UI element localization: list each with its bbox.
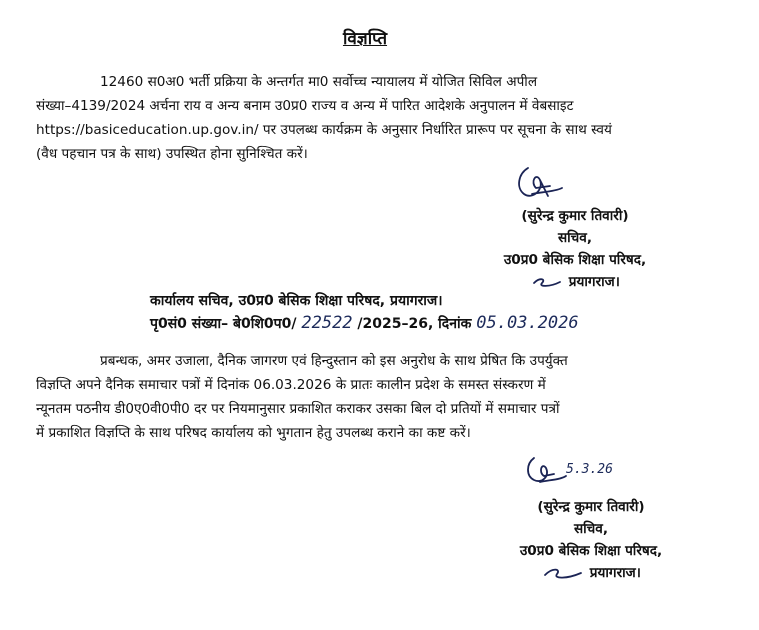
handwritten-date: 5.3.26	[566, 462, 613, 477]
office-heading: कार्यालय सचिव, उ0प्र0 बेसिक शिक्षा परिषद, प्रयागराज।	[150, 293, 443, 309]
forwarding-paragraph	[36, 349, 708, 445]
signature-block-1	[470, 205, 680, 293]
paragraph-line: (वैध पहचान पत्र के साथ) उपस्थित होना सुनिश्चित करें।	[36, 146, 308, 162]
reference-prefix: पृ0सं0 संख्या– बे0शि0प0/	[150, 316, 297, 332]
initial-scribble	[530, 275, 564, 289]
paragraph-line: में प्रकाशित विज्ञप्ति के साथ परिषद कार्यालय को भुगतान हेतु उपलब्ध कराने का कष्ट करें।	[36, 425, 471, 441]
reference-line	[150, 313, 579, 333]
signature-scribble-1	[510, 160, 570, 205]
city-text: प्रयागराज।	[568, 274, 620, 290]
signature-scribble-2	[520, 452, 570, 492]
paragraph-line: प्रबन्धक, अमर उजाला, दैनिक जागरण एवं हिन्दुस्तान को इस अनुरोध के साथ प्रेषित कि उपर्युक्त	[100, 353, 568, 369]
signatory-organization: उ0प्र0 बेसिक शिक्षा परिषद,	[519, 543, 663, 559]
notice-title: विज्ञप्ति	[342, 29, 388, 49]
signatory-name: (सुरेन्द्र कुमार तिवारी)	[521, 208, 629, 224]
paragraph-line: 12460 स0अ0 भर्ती प्रक्रिया के अन्तर्गत मा0 सर्वोच्च न्यायालय में योजित सिविल अपील	[100, 74, 538, 90]
initial-scribble	[541, 565, 585, 581]
signatory-designation: सचिव,	[573, 521, 609, 537]
paragraph-line: https://basiceducation.up.gov.in/ पर उपलब्ध कार्यक्रम के अनुसार निर्धारित प्रारूप पर सूचना के साथ स्वयं	[36, 122, 612, 138]
signature-block-2	[486, 496, 696, 584]
paragraph-line: विज्ञप्ति अपने दैनिक समाचार पत्रों में दिनांक 06.03.2026 के प्रातः कालीन प्रदेश के समस्त संस्करण में	[36, 377, 546, 393]
reference-date-handwritten: 05.03.2026	[476, 313, 579, 333]
reference-suffix: /2025–26, दिनांक	[357, 316, 472, 332]
signatory-name: (सुरेन्द्र कुमार तिवारी)	[537, 499, 645, 515]
city-text: प्रयागराज।	[589, 565, 641, 581]
paragraph-line: न्यूनतम पठनीय डी0ए0वी0पी0 दर पर नियमानुसार प्रकाशित कराकर उसका बिल दो प्रतियों में समाचार पत्रों	[36, 401, 560, 417]
signatory-city	[470, 271, 680, 293]
notice-body-paragraph	[36, 70, 708, 166]
signatory-organization: उ0प्र0 बेसिक शिक्षा परिषद,	[503, 252, 647, 268]
reference-number-handwritten: 22522	[301, 313, 353, 333]
signatory-designation: सचिव,	[557, 230, 593, 246]
signatory-city	[486, 562, 696, 584]
paragraph-line: संख्या–4139/2024 अर्चना राय व अन्य बनाम उ0प्र0 राज्य व अन्य में पारित आदेशके अनुपालन में वेबसाइट	[36, 98, 574, 114]
